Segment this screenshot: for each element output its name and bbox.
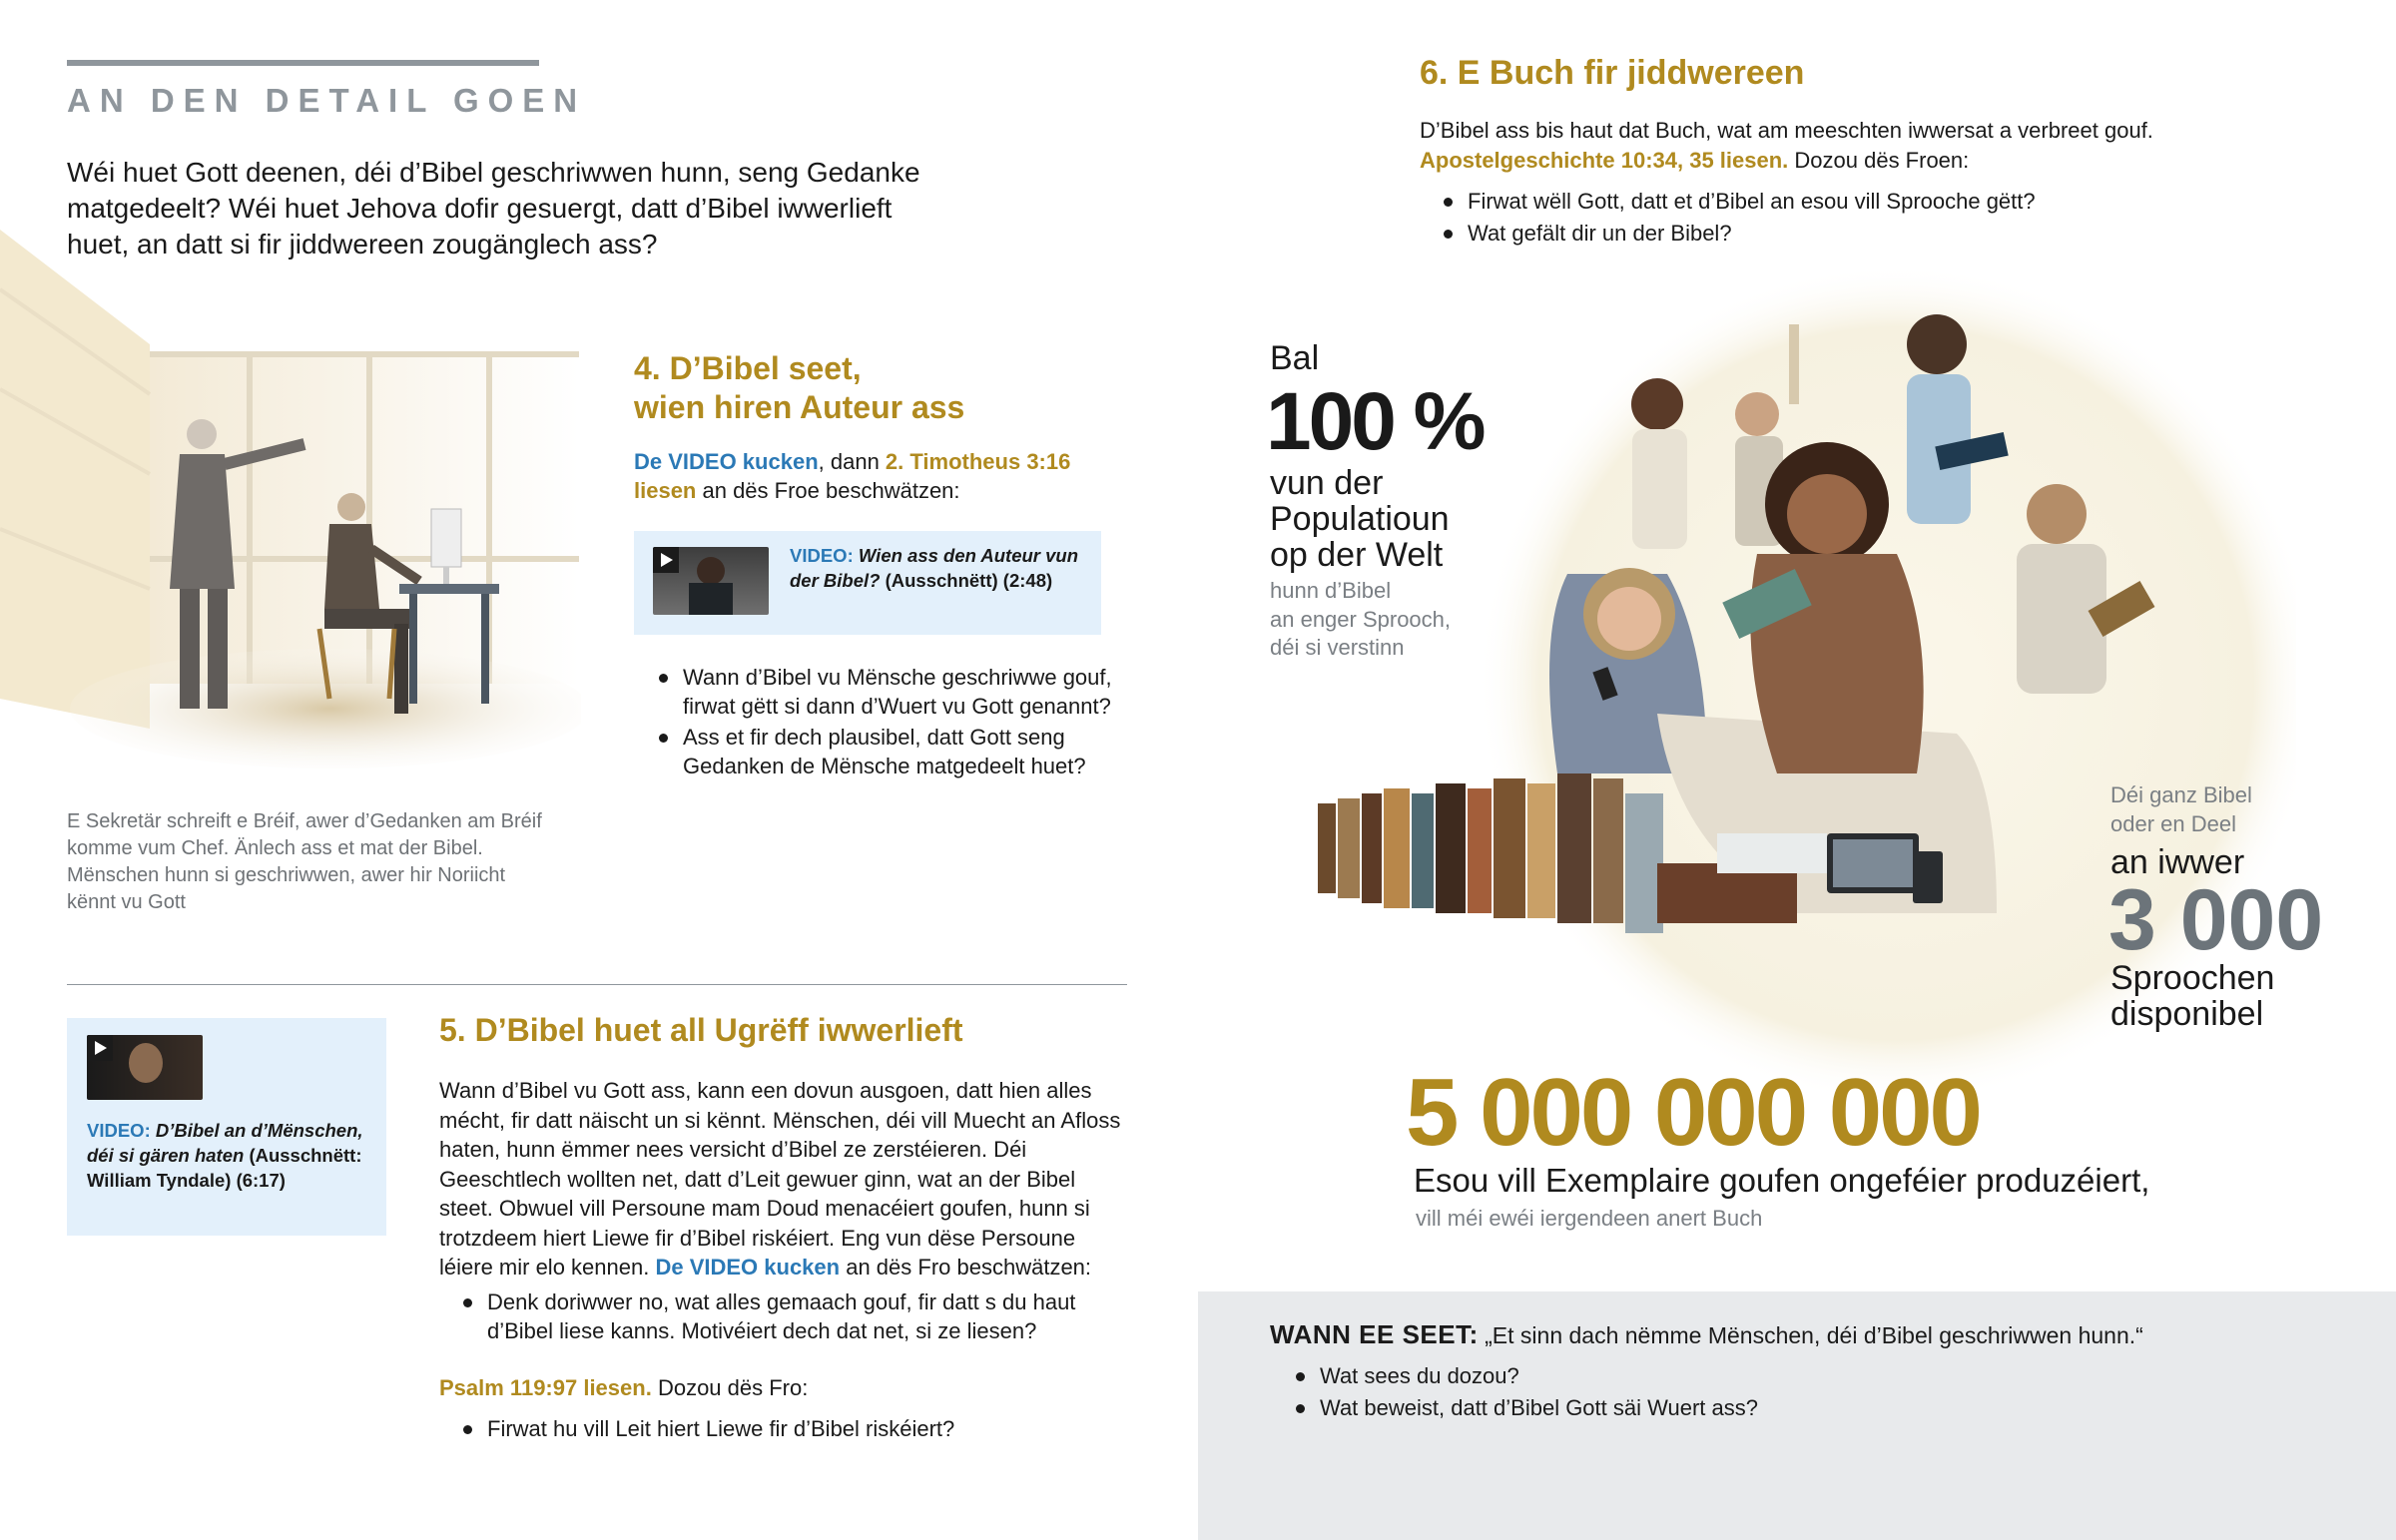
- section-6-title: 6. E Buch fir jiddwereen: [1420, 54, 1805, 92]
- stat-100-number: 100 %: [1266, 376, 1484, 467]
- stat-3000-an-iwwer: an iwwer: [2110, 843, 2245, 881]
- video-title-5: VIDEO: D’Bibel an d’Mënschen, déi si gären haten (Ausschnëtt: William Tyndale) (6:17): [87, 1120, 363, 1191]
- section-4-title: 4. D’Bibel seet, wien hiren Auteur ass: [634, 350, 965, 425]
- scripture-link[interactable]: Psalm 119:97 liesen.: [439, 1375, 652, 1400]
- stat-5b-label: Esou vill Exemplaire goufen ongeféier produzéiert,: [1414, 1162, 2150, 1199]
- stat-100-label: vun der Populatioun op der Welt: [1270, 464, 1450, 574]
- stat-3000-label: Sproochen disponibel: [2110, 959, 2275, 1033]
- video-thumbnail[interactable]: [87, 1035, 203, 1100]
- list-item: Ass et fir dech plausibel, datt Gott seng Gedanken de Mënsche matgedeelt huet?: [657, 724, 1116, 780]
- stat-3000-pre: Déi ganz Bibel oder en Deel: [2110, 782, 2252, 836]
- stat-5b-number: 5 000 000 000: [1406, 1059, 1980, 1166]
- tyndale-portrait: [129, 1043, 163, 1083]
- section-kicker: AN DEN DETAIL GOEN: [67, 82, 587, 119]
- stat-100-sub: hunn d’Bibel an enger Sprooch, déi si verstinn: [1270, 578, 1452, 660]
- list-item: Wat sees du dozou?: [1294, 1362, 2192, 1391]
- objection-questions: [1294, 1362, 2192, 1425]
- person-figure: [1631, 378, 1687, 549]
- video-title-4: VIDEO: Wien ass den Auteur vun der Bibel? (Ausschnëtt) (2:48): [790, 545, 1079, 591]
- section-5-title: 5. D’Bibel huet all Ugrëff iwwerlieft: [439, 1012, 963, 1048]
- watch-video-link[interactable]: De VIDEO kucken: [655, 1255, 841, 1280]
- scripture-link[interactable]: Apostelgeschichte 10:34, 35 liesen.: [1420, 147, 1789, 173]
- list-item: Firwat wëll Gott, datt et d’Bibel an esou vill Sprooche gëtt?: [1442, 188, 2300, 217]
- list-item: Wann d’Bibel vu Mënsche geschriwwe gouf, firwat gëtt si dann d’Wuert vu Gott genannt?: [657, 664, 1116, 721]
- list-item: Firwat hu vill Leit hiert Liewe fir d’Bibel riskéiert?: [461, 1415, 1120, 1444]
- section-5-question-2: [461, 1415, 1120, 1447]
- intro-paragraph: Wéi huet Gott deenen, déi d’Bibel geschriwwen hunn, seng Gedanke matgedeelt? Wéi huet Jehova dofir gesuergt, datt d’Bibel iwwerlieft huet, an datt si fir jiddwereen zougänglech ass?: [67, 157, 920, 259]
- play-icon[interactable]: [653, 547, 679, 573]
- scripture-link[interactable]: 2. Timotheus 3:16 liesen: [634, 449, 1071, 503]
- list-item: Wat beweist, datt d’Bibel Gott säi Wuert ass?: [1294, 1394, 2192, 1423]
- section-6-paragraph: D’Bibel ass bis haut dat Buch, wat am meeschten iwwersat a verbreet gouf. Apostelgeschichte 10:34, 35 liesen. Dozou dës Froen:: [1420, 118, 2153, 173]
- video-thumbnail[interactable]: [653, 547, 769, 615]
- speaker-figure: [697, 557, 725, 585]
- section-5-question: [461, 1288, 1120, 1348]
- illustration-caption: E Sekretär schreift e Bréif, awer d’Gedanken am Bréif komme vum Chef. Änlech ass et mat der Bibel. Mënschen hunn si geschriwwen, awer hir Noriicht kënnt vu Gott: [67, 810, 542, 913]
- video-card-5[interactable]: [67, 1018, 386, 1236]
- list-item: Denk doriwwer no, wat alles gemaach gouf, fir datt s du haut d’Bibel liese kanns. Motivéiert dech dat net, si ze liesen?: [461, 1288, 1120, 1345]
- divider: [67, 984, 1127, 985]
- stat-5b-sub: vill méi ewéi iergendeen anert Buch: [1416, 1206, 1763, 1231]
- stat-100-bal: Bal: [1270, 339, 1320, 377]
- section-4-questions: [657, 664, 1116, 783]
- kicker-rule: [67, 60, 539, 66]
- watch-video-link[interactable]: De VIDEO kucken: [634, 449, 819, 474]
- section-5-paragraph: Wann d’Bibel vu Gott ass, kann een dovun ausgoen, datt hien alles mécht, fir datt näischt un si kënnt. Mënschen, déi vill Muecht an Afloss haten, hunn ëmmer nees versicht d’Bibel ze zerstéieren. Déi Geeschtlech wollten net, datt d’Leit gewuer ginn, wat an der Bibel steet. Obwuel vill Persoune mam Doud menacéiert goufen, hunn si trotzdeem hiert Liewe fir d’Bibel riskéiert. Eng vun dëse Persoune léiere mir elo kennen. De VIDEO kucken an dës Fro beschwätzen:: [439, 1078, 1121, 1280]
- play-icon[interactable]: [87, 1035, 113, 1061]
- list-item: Wat gefält dir un der Bibel?: [1442, 220, 2300, 249]
- psalm-instruction: Psalm 119:97 liesen. Dozou dës Fro:: [439, 1375, 809, 1400]
- section-4-instructions: De VIDEO kucken, dann 2. Timotheus 3:16 liesen an dës Froe beschwätzen:: [634, 449, 1071, 503]
- objection-statement: WANN EE SEET: „Et sinn dach nëmme Mënschen, déi d’Bibel geschriwwen hunn.“: [1270, 1319, 2143, 1349]
- video-card-4[interactable]: [634, 531, 1101, 635]
- stat-3000-number: 3 000: [2108, 872, 2324, 968]
- speaker-body: [689, 583, 733, 615]
- secretary-illustration: [0, 230, 581, 780]
